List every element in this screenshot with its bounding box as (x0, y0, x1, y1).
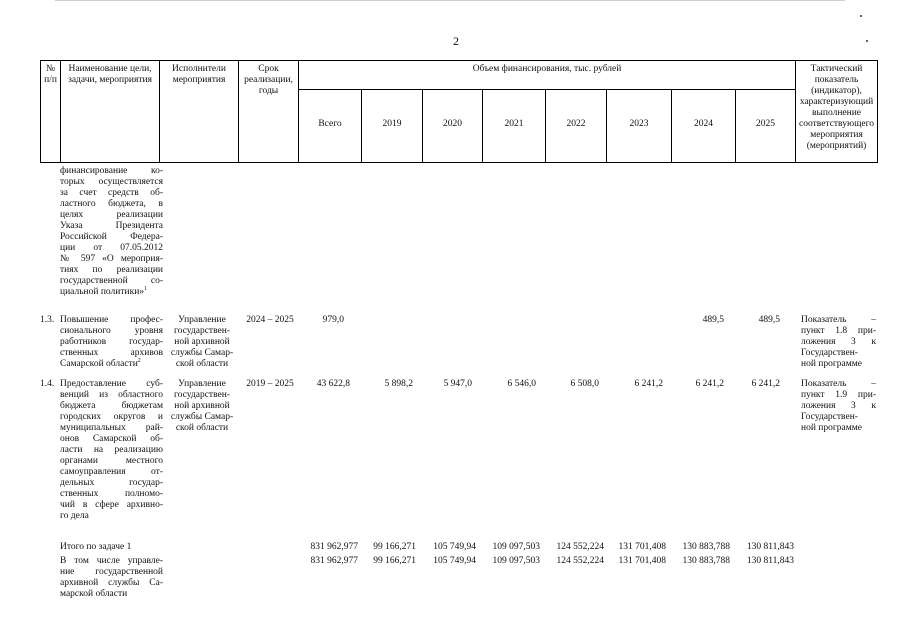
total-row-value: 109 097,503 (492, 542, 540, 552)
text-line: службы Самар- (170, 412, 234, 422)
row-14-value-2021: 6 546,0 (507, 379, 536, 389)
text-line-content: циальной политики» (60, 287, 145, 297)
row-14-value-2020: 5 947,0 (443, 379, 472, 389)
text-line: сионального уровня (60, 326, 163, 336)
row-13-value-2025: 489,5 (758, 315, 780, 325)
incl-row-value: 109 097,503 (492, 556, 540, 566)
header-year: 2019 (362, 90, 423, 163)
text-line: Государствен- (801, 348, 858, 358)
table-header (40, 60, 878, 163)
text-line: Управление (178, 379, 226, 389)
text-line: муниципальных рай- (60, 423, 163, 433)
text-line: дельных государ- (60, 478, 163, 488)
text-line: Предоставление суб- (60, 379, 163, 389)
top-edge-line (55, 0, 845, 1)
row-14-period: 2019 – 2025 (246, 379, 294, 389)
footnote-mark: 2 (137, 357, 141, 364)
text-line: ской области (175, 423, 229, 433)
header-period: Срок реализации, годы (239, 61, 299, 163)
text-line: Показатель – (801, 315, 876, 325)
text-line: Повышение профес- (60, 315, 163, 325)
text-line (60, 287, 163, 298)
header-year: 2023 (607, 90, 672, 163)
text-line: Показатель – (801, 379, 876, 389)
row-13-total: 979,0 (322, 315, 344, 325)
text-line: государственной со- (60, 276, 163, 286)
scan-speck (860, 15, 862, 17)
incl-row-value: 130 811,843 (746, 556, 794, 566)
total-row-value: 105 749,94 (433, 542, 476, 552)
incl-row-sum: 831 962,977 (310, 556, 358, 566)
row-number: 1.4. (40, 379, 55, 389)
header-name: Наименование цели, задачи, мероприятия (61, 61, 160, 163)
total-row-value: 124 552,224 (556, 542, 604, 552)
cont-row-name (60, 166, 163, 298)
header-year: 2021 (483, 90, 546, 163)
total-row-value: 130 883,788 (682, 542, 730, 552)
total-row-value: 130 811,843 (746, 542, 794, 552)
text-line: финансирование ко- (60, 166, 163, 176)
header-indicator: Тактический показатель (индикатор), характеризующий выполнение соответствующего мероприятия (мероприятий) (796, 61, 878, 163)
text-line: Государствен- (801, 412, 858, 422)
text-line: венций из областного (60, 390, 163, 400)
row-14-executor (163, 379, 241, 434)
text-line: онов Самарской об- (60, 434, 163, 444)
text-line (60, 359, 163, 370)
text-line: марской области (60, 589, 128, 599)
text-line: № 597 «О мероприя- (60, 254, 163, 264)
row-14-value-2025: 6 241,2 (751, 379, 780, 389)
header-year: 2020 (423, 90, 483, 163)
page-number: 2 (453, 34, 459, 48)
text-line: ласти на реализацию (60, 445, 163, 455)
text-line: ции от 07.05.2012 (60, 243, 163, 253)
text-line: бюджета бюджетам (60, 401, 163, 411)
text-line: органами местного (60, 456, 163, 466)
row-13-indicator (801, 315, 876, 370)
header-total: Всего (299, 90, 362, 163)
text-line: пункт 1.9 при- (801, 390, 876, 400)
text-line: за счет средств об- (60, 188, 163, 198)
text-line: чий в сфере архивно- (60, 500, 163, 510)
row-13-period: 2024 – 2025 (246, 315, 294, 325)
header-no: № п/п (41, 61, 61, 163)
text-line: самоуправления от- (60, 467, 163, 477)
text-line: ственных полномо- (60, 489, 163, 499)
footnote-mark: 1 (144, 285, 148, 292)
text-line: ной программе (801, 423, 862, 433)
text-line: ложения 3 к (801, 337, 876, 347)
text-line: ной архивной (174, 401, 230, 411)
incl-row-value: 105 749,94 (433, 556, 476, 566)
header-funding: Объем финансирования, тыс. рублей (299, 61, 796, 90)
incl-row-value: 130 883,788 (682, 556, 730, 566)
row-13-name (60, 315, 163, 370)
text-line: государствен- (174, 326, 230, 336)
text-line: работников государ- (60, 337, 163, 347)
incl-row-value: 99 166,271 (373, 556, 416, 566)
text-line: государствен- (174, 390, 230, 400)
text-line: ской области (175, 359, 229, 369)
scan-speck (866, 40, 868, 42)
text-line: целях реализации (60, 210, 163, 220)
incl-row-label (60, 556, 163, 600)
row-13-value-2024: 489,5 (702, 315, 724, 325)
text-line-content: Самарской области (60, 359, 138, 369)
row-14-total: 43 622,8 (316, 379, 350, 389)
total-row-sum: 831 962,977 (310, 542, 358, 552)
row-14-value-2023: 6 241,2 (634, 379, 663, 389)
text-line: В том числе управле- (60, 556, 163, 566)
text-line: Российской Федера- (60, 232, 163, 242)
text-line: пункт 1.8 при- (801, 326, 876, 336)
text-line: архивной службы Са- (60, 578, 163, 588)
incl-row-value: 131 701,408 (618, 556, 666, 566)
text-line: го дела (60, 511, 89, 521)
header-executor: Исполнители мероприятия (160, 61, 239, 163)
row-14-name (60, 379, 163, 522)
text-line: ной программе (801, 359, 862, 369)
header-year: 2022 (546, 90, 607, 163)
total-row-label: Итого по задаче 1 (60, 542, 132, 552)
header-year: 2024 (672, 90, 736, 163)
header-year: 2025 (736, 90, 796, 163)
text-line: ние государственной (60, 567, 163, 577)
text-line: Указа Президента (60, 221, 163, 231)
text-line: тиях по реализации (60, 265, 163, 275)
row-14-value-2022: 6 508,0 (570, 379, 599, 389)
incl-row-value: 124 552,224 (556, 556, 604, 566)
row-14-value-2019: 5 898,2 (384, 379, 413, 389)
text-line: торых осуществляется (60, 177, 163, 187)
row-13-executor (163, 315, 241, 370)
text-line: городских округов и (60, 412, 163, 422)
total-row-value: 131 701,408 (618, 542, 666, 552)
row-14-value-2024: 6 241,2 (695, 379, 724, 389)
row-number: 1.3. (40, 315, 55, 325)
text-line: ственных архивов (60, 348, 163, 358)
total-row-value: 99 166,271 (373, 542, 416, 552)
text-line: ластного бюджета, в (60, 199, 163, 209)
text-line: ложения 3 к (801, 401, 876, 411)
text-line: Управление (178, 315, 226, 325)
text-line: службы Самар- (170, 348, 234, 358)
text-line: ной архивной (174, 337, 230, 347)
row-14-indicator (801, 379, 876, 434)
